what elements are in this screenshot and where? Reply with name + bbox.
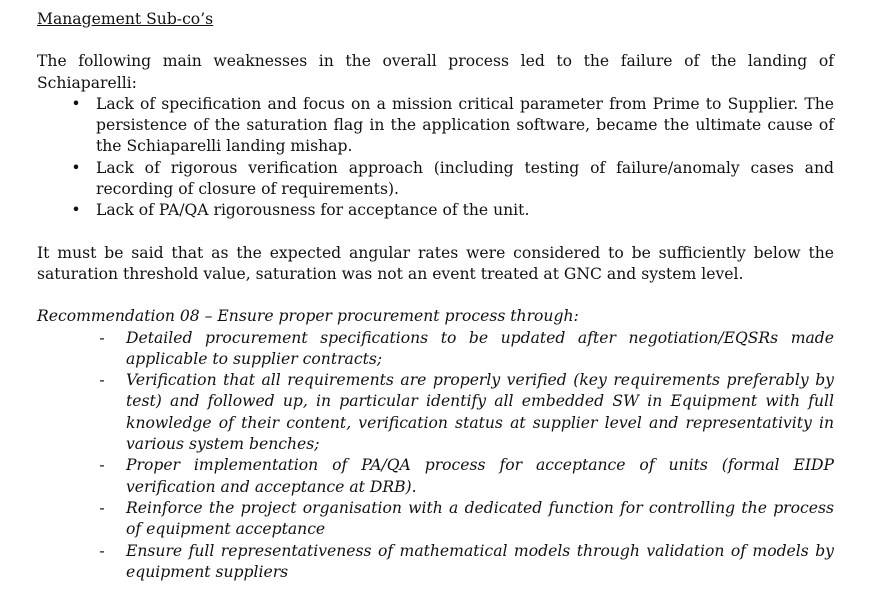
document-page: [37, 9, 834, 583]
list-item: [71, 94, 834, 158]
bullet-icon: •: [71, 201, 81, 220]
note-paragraph: It must be said that as the expected angular rates were considered to be sufficiently below the saturation threshold value, saturation was not an event treated at GNC and system level.: [37, 243, 834, 283]
dash-icon: -: [99, 498, 105, 517]
list-item: [71, 158, 834, 201]
recommendation-list: [37, 328, 834, 584]
list-item-text: Proper implementation of PA/QA process for acceptance of units (formal EIDP verification and acceptance at DRB).: [126, 456, 834, 496]
list-item-text: Lack of specification and focus on a mission critical parameter from Prime to Supplier. The persistence of the saturation flag in the application software, became the ultimate cause of the Schiaparelli landing mishap.: [96, 94, 834, 156]
bullet-icon: •: [71, 158, 81, 177]
list-item-text: Reinforce the project organisation with a dedicated function for controlling the process of equipment acceptance: [126, 498, 834, 539]
section-heading: Management Sub-co’s: [37, 10, 214, 28]
bullet-icon: •: [71, 94, 81, 113]
weaknesses-list: [37, 94, 834, 222]
list-item: [99, 328, 834, 371]
list-item: [99, 455, 834, 498]
list-item: [99, 370, 834, 455]
recommendation-title: Recommendation 08 – Ensure proper procurement process through:: [37, 307, 579, 326]
intro-paragraph: The following main weaknesses in the overall process led to the failure of the landing of Schiaparelli:: [37, 52, 834, 92]
list-item: [99, 541, 834, 584]
list-item: [71, 200, 834, 221]
dash-icon: -: [99, 371, 105, 390]
dash-icon: -: [99, 456, 105, 475]
list-item: [99, 498, 834, 541]
dash-icon: -: [99, 541, 105, 560]
dash-icon: -: [99, 328, 105, 347]
list-item-text: Lack of PA/QA rigorousness for acceptance of the unit.: [96, 201, 530, 220]
list-item-text: Detailed procurement specifications to be updated after negotiation/EQSRs made applicable to supplier contracts;: [126, 328, 834, 368]
list-item-text: Lack of rigorous verification approach (including testing of failure/anomaly cases and recording of closure of requirements).: [96, 158, 834, 199]
list-item-text: Verification that all requirements are properly verified (key requirements preferably by test) and followed up, in particular identify all embedded SW in Equipment with full knowledge of their content, verification status at supplier level and representativity in various system benches;: [126, 371, 834, 454]
list-item-text: Ensure full representativeness of mathematical models through validation of models by equipment suppliers: [126, 541, 834, 581]
recommendation-block: [37, 306, 834, 583]
